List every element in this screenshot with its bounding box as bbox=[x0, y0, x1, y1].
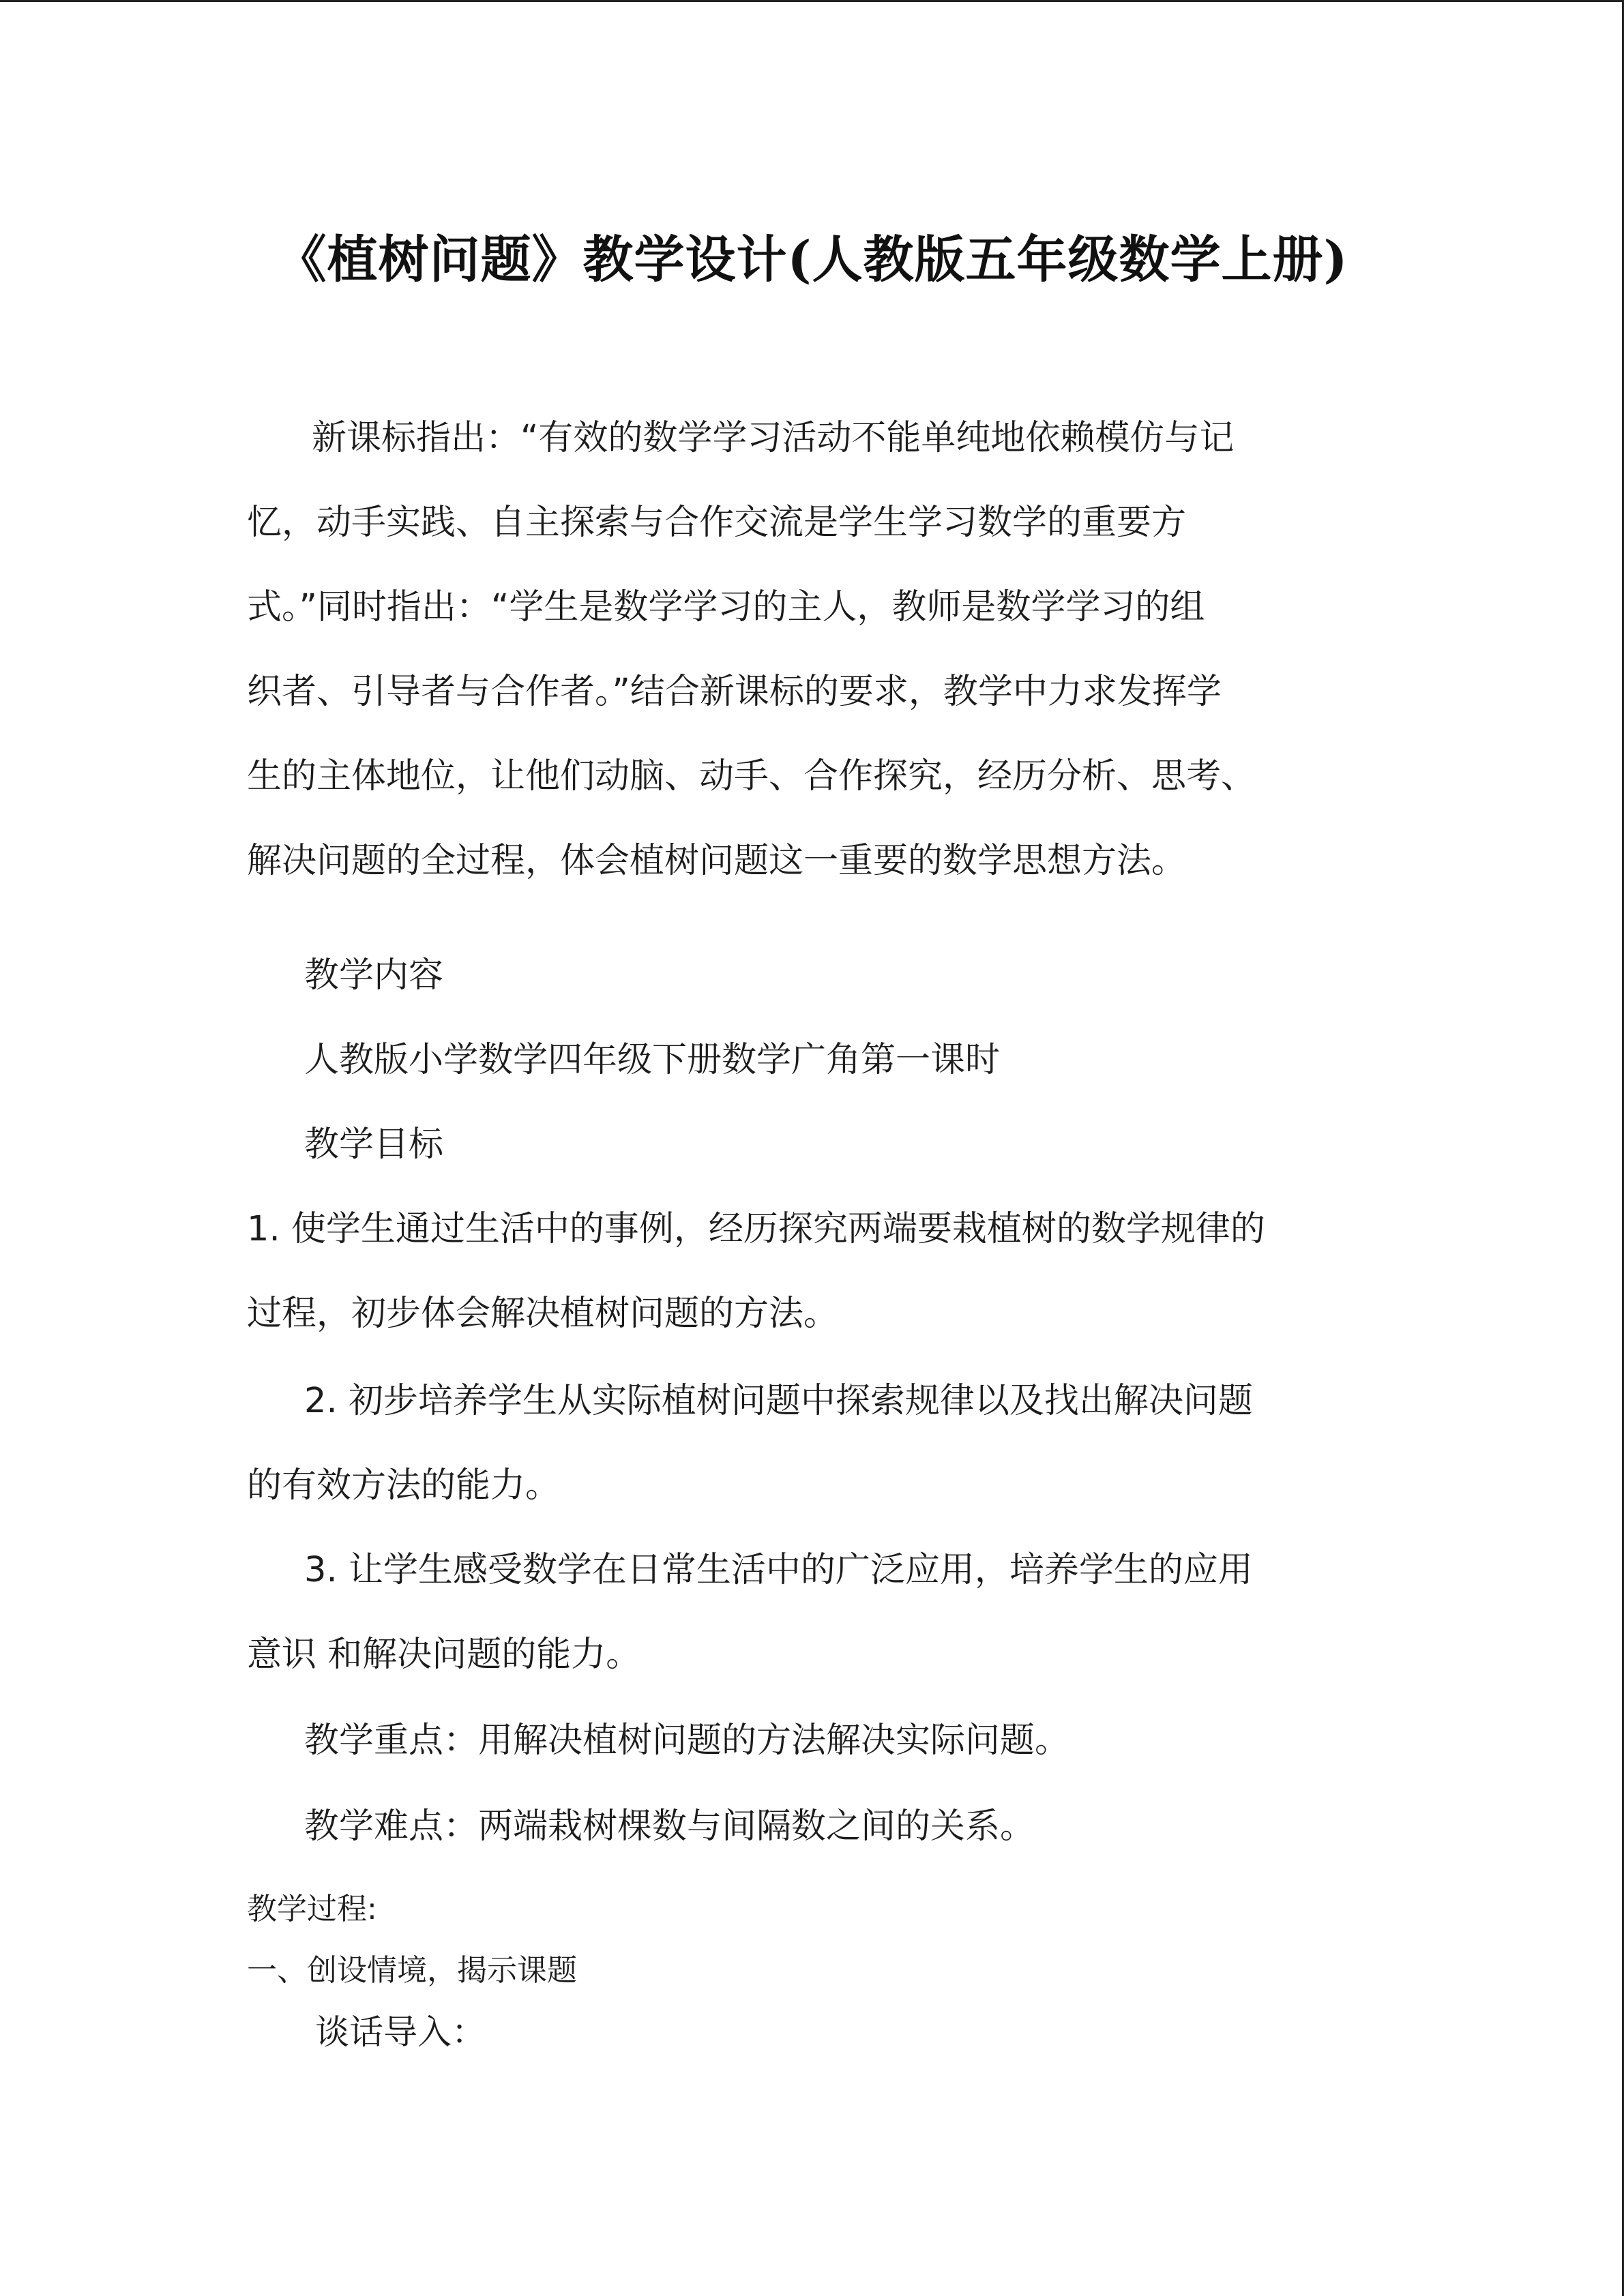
process-heading: 教学过程: bbox=[247, 1892, 377, 1926]
section-1-heading: 一、创设情境，揭示课题 bbox=[247, 1953, 577, 1988]
goal-3-line-2: 意识 和解决问题的能力。 bbox=[247, 1635, 641, 1675]
document-title: 《植树问题》教学设计(人教版五年级数学上册) bbox=[276, 230, 1348, 289]
intro-line-2: 忆，动手实践、自主探索与合作交流是学生学习数学的重要方 bbox=[247, 503, 1187, 543]
intro-line-6: 解决问题的全过程，体会植树问题这一重要的数学思想方法。 bbox=[247, 841, 1187, 881]
intro-line-5: 生的主体地位，让他们动脑、动手、合作探究，经历分析、思考、 bbox=[247, 756, 1256, 796]
goals-heading: 教学目标 bbox=[304, 1124, 444, 1165]
content-heading: 教学内容 bbox=[304, 955, 444, 996]
goal-1-line-2: 过程，初步体会解决植树问题的方法。 bbox=[247, 1294, 839, 1334]
intro-talk: 谈话导入： bbox=[315, 2012, 486, 2052]
intro-line-4: 织者、引导者与合作者。”结合新课标的要求，教学中力求发挥学 bbox=[247, 672, 1222, 712]
intro-line-1: 新课标指出：“有效的数学学习活动不能单纯地依赖模仿与记 bbox=[312, 418, 1235, 458]
goal-2-line-2: 的有效方法的能力。 bbox=[247, 1465, 561, 1506]
goal-3-line-1: 3. 让学生感受数学在日常生活中的广泛应用，培养学生的应用 bbox=[304, 1550, 1253, 1590]
difficult-point: 教学难点：两端栽树棵数与间隔数之间的关系。 bbox=[304, 1806, 1035, 1847]
content-text: 人教版小学数学四年级下册数学广角第一课时 bbox=[304, 1040, 1001, 1080]
intro-line-3: 式。”同时指出：“学生是数学学习的主人，教师是数学学习的组 bbox=[247, 587, 1205, 627]
intro-paragraph bbox=[247, 396, 1379, 904]
goal-2-line-1: 2. 初步培养学生从实际植树问题中探索规律以及找出解决问题 bbox=[304, 1381, 1253, 1421]
key-point: 教学重点：用解决植树问题的方法解决实际问题。 bbox=[304, 1720, 1070, 1761]
goal-1-line-1: 1. 使学生通过生活中的事例，经历探究两端要栽植树的数学规律的 bbox=[247, 1209, 1265, 1249]
